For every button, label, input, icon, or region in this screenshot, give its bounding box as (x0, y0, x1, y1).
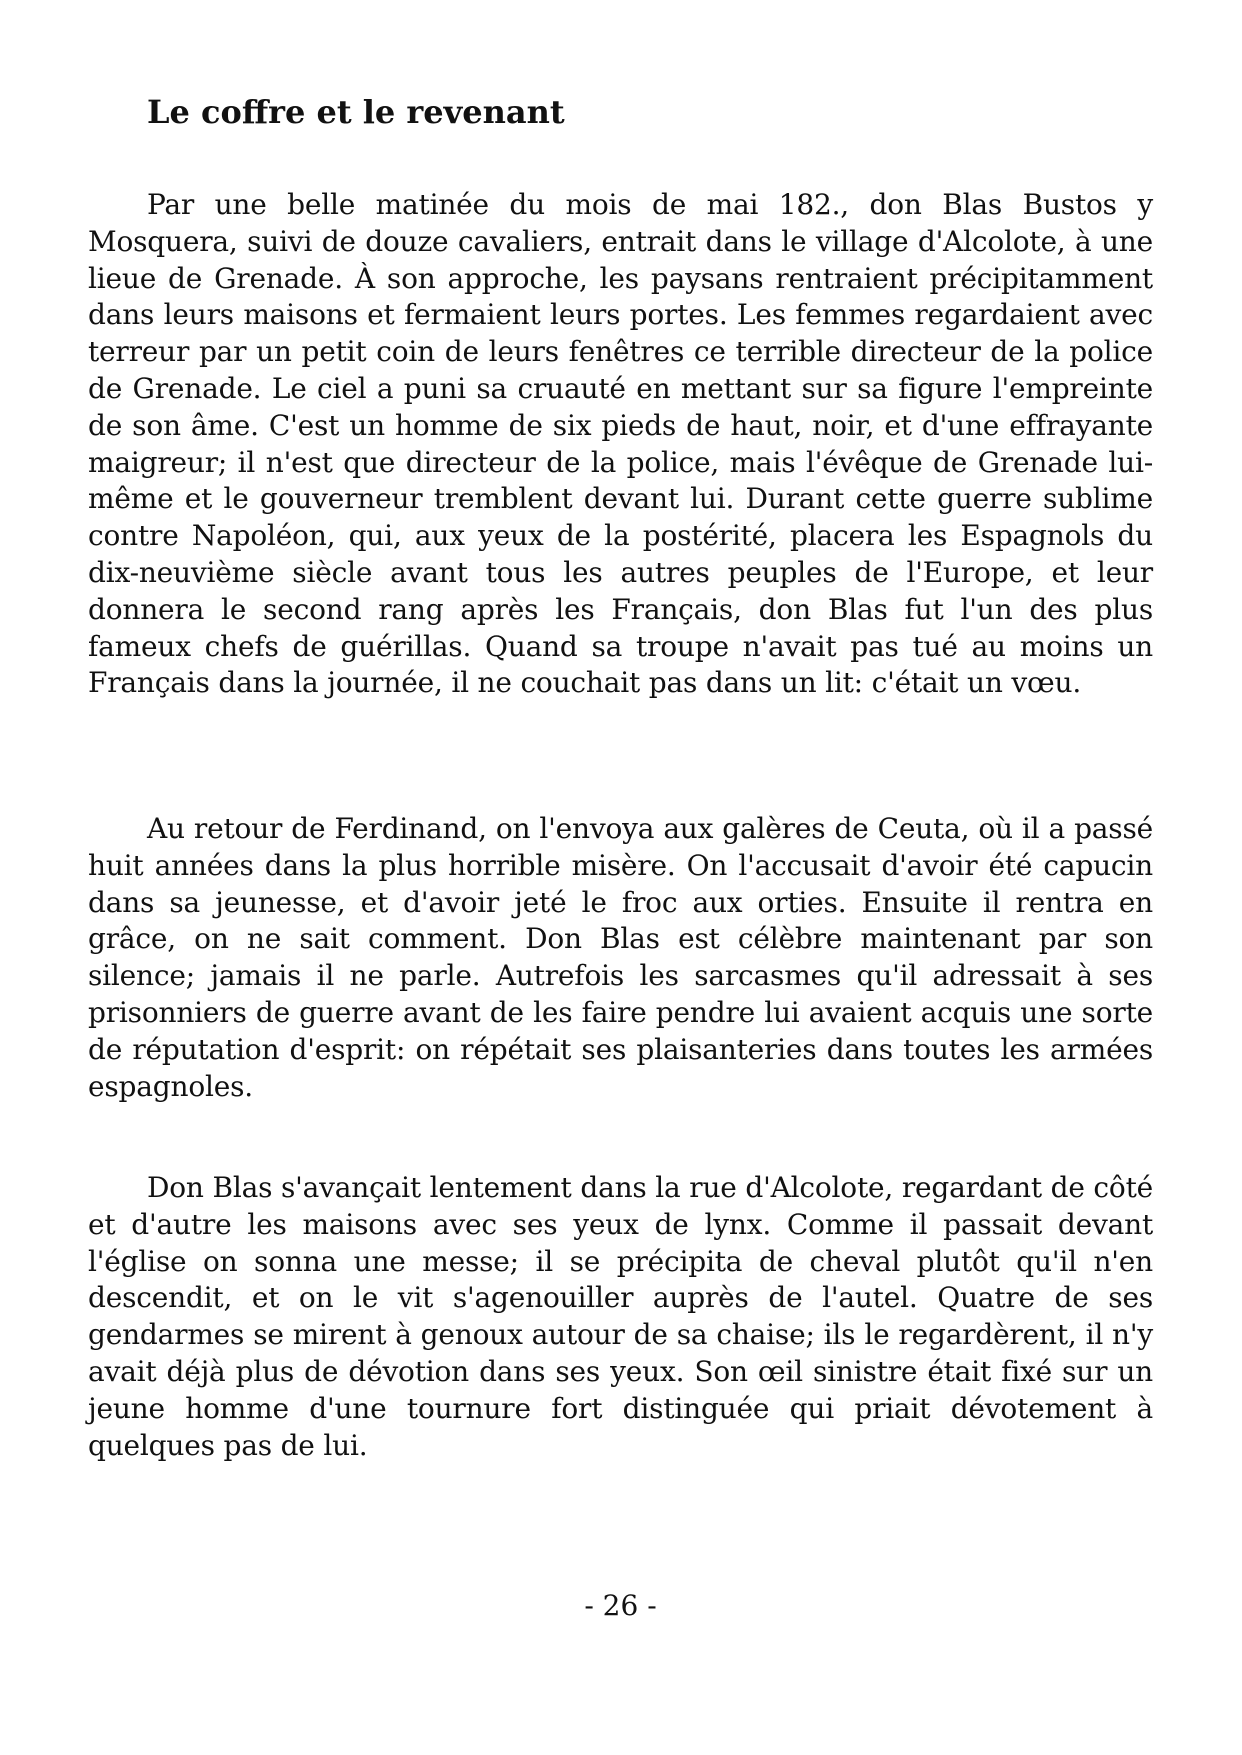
page-number: - 26 - (584, 1589, 657, 1622)
paragraph-1: Par une belle matinée du mois de mai 182., don Blas Bustos y Mosquera, suivi de douze cavaliers, entrait dans le village d'Alcolote, à une lieue de Grenade. À son approche, les paysans rentraient précipitamment dans leurs maisons et fermaient leurs portes. Les femmes regardaient avec terreur par un petit coin de leurs fenêtres ce terrible directeur de la police de Grenade. Le ciel a puni sa cruauté en mettant sur sa figure l'empreinte de son âme. C'est un homme de six pieds de haut, noir, et d'une effrayante maigreur; il n'est que directeur de la police, mais l'évêque de Grenade lui-même et le gouverneur tremblent devant lui. Durant cette guerre sublime contre Napoléon, qui, aux yeux de la postérité, placera les Espagnols du dix-neuvième siècle avant tous les autres peuples de l'Europe, et leur donnera le second rang après les Français, don Blas fut l'un des plus fameux chefs de guérillas. Quand sa troupe n'avait pas tué au moins un Français dans la journée, il ne couchait pas dans un lit: c'était un vœu. (88, 188, 1153, 700)
paragraph-3: Don Blas s'avançait lentement dans la rue d'Alcolote, regardant de côté et d'autre les maisons avec ses yeux de lynx. Comme il passait devant l'église on sonna une messe; il se précipita de cheval plutôt qu'il n'en descendit, et on le vit s'agenouiller auprès de l'autel. Quatre de ses gendarmes se mirent à genoux autour de sa chaise; ils le regardèrent, il n'y avait déjà plus de dévotion dans ses yeux. Son œil sinistre était fixé sur un jeune homme d'une tournure fort distinguée qui priait dévotement à quelques pas de lui. (88, 1171, 1153, 1462)
book-page (88, 0, 1153, 1755)
chapter-title: Le coffre et le revenant (147, 93, 565, 131)
paragraph-2: Au retour de Ferdinand, on l'envoya aux galères de Ceuta, où il a passé huit années dans la plus horrible misère. On l'accusait d'avoir été capucin dans sa jeunesse, et d'avoir jeté le froc aux orties. Ensuite il rentra en grâce, on ne sait comment. Don Blas est célèbre maintenant par son silence; jamais il ne parle. Autrefois les sarcasmes qu'il adressait à ses prisonniers de guerre avant de les faire pendre lui avaient acquis une sorte de réputation d'esprit: on répétait ses plaisanteries dans toutes les armées espagnoles. (88, 812, 1153, 1103)
